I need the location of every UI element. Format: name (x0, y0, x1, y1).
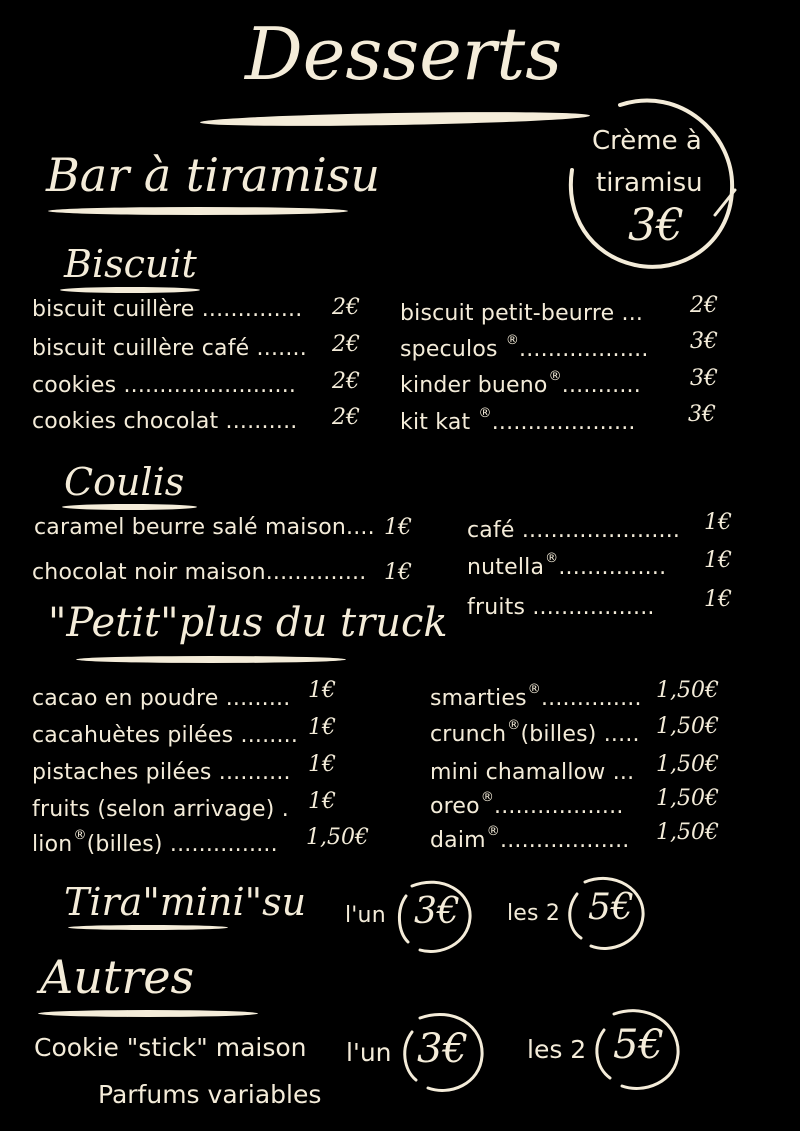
item-dots: ........... (561, 373, 641, 398)
list-item: biscuit cuillère café ....... (32, 336, 307, 361)
item-price: 1,50€ (656, 678, 719, 703)
item-name: cacao en poudre ......... (32, 686, 291, 711)
section-title-petit-plus: "Petit"plus du truck (48, 600, 448, 646)
autres-two-label: les 2 (527, 1035, 587, 1064)
autres-item: Cookie "stick" maison (34, 1033, 307, 1062)
autres-underline (38, 1010, 258, 1017)
item-price: 2€ (332, 295, 360, 320)
list-item (430, 824, 629, 853)
list-item (467, 514, 681, 543)
registered-mark: ® (548, 369, 562, 384)
list-item: cookies chocolat .......... (32, 409, 298, 434)
registered-mark: ® (478, 406, 492, 421)
petit-plus-underline (76, 656, 346, 663)
item-price: 1€ (308, 789, 336, 814)
subsection-title-coulis: Coulis (64, 460, 185, 504)
item-name: lion (32, 832, 73, 857)
registered-mark: ® (505, 333, 520, 348)
item-name: pistaches pilées .......... (32, 760, 291, 785)
page-title: Desserts (245, 12, 563, 96)
registered-mark: ® (480, 790, 495, 805)
section-title-tiramini: Tira"mini"su (64, 880, 307, 924)
item-price: 3€ (690, 329, 718, 354)
item-name: cacahuètes pilées ........ (32, 723, 299, 748)
list-item (430, 718, 640, 747)
item-price: 3€ (690, 366, 718, 391)
list-item (467, 591, 656, 620)
item-price: 1€ (384, 515, 412, 540)
item-price: 1,50€ (656, 752, 719, 777)
item-name: nutella (467, 555, 545, 580)
registered-mark: ® (507, 718, 521, 733)
bar-underline (48, 207, 348, 215)
item-name: kinder bueno (400, 373, 548, 398)
item-dots: (billes) ............... (86, 832, 278, 857)
item-name: crunch (430, 722, 507, 747)
item-name: biscuit petit-beurre ... (400, 301, 644, 326)
item-price: 1,50€ (306, 825, 369, 850)
item-name: smarties (430, 686, 527, 711)
item-dots: .................. (500, 828, 630, 853)
list-item (400, 333, 649, 362)
badge-line2: tiramisu (596, 168, 703, 198)
autres-one-price: 3€ (417, 1026, 468, 1072)
item-name: café ...................... (467, 518, 681, 543)
item-name: speculos (400, 337, 505, 362)
title-underline (200, 110, 590, 129)
autres-one-label: l'un (346, 1038, 392, 1067)
item-price: 1,50€ (656, 820, 719, 845)
list-item (400, 297, 644, 326)
item-dots: ............... (558, 555, 667, 580)
item-price: 1,50€ (656, 786, 719, 811)
tiramini-one-price: 3€ (414, 891, 460, 932)
item-price: 3€ (688, 402, 716, 427)
list-item (430, 790, 624, 819)
item-name: mini chamallow ... (430, 760, 635, 785)
autres-two-price: 5€ (613, 1022, 664, 1068)
item-dots: .............. (540, 686, 642, 711)
item-price: 1€ (384, 560, 412, 585)
item-price: 2€ (332, 332, 360, 357)
list-item (32, 682, 291, 711)
list-item (32, 793, 290, 822)
list-item (32, 719, 299, 748)
item-name: fruits ................. (467, 595, 655, 620)
section-title-bar: Bar à tiramisu (46, 148, 381, 202)
list-item (32, 756, 292, 785)
item-price: 1€ (308, 715, 336, 740)
list-item: caramel beurre salé maison.... (34, 515, 375, 540)
list-item (400, 369, 641, 398)
item-name: oreo (430, 794, 480, 819)
registered-mark: ® (486, 824, 500, 839)
list-item (32, 828, 278, 857)
list-item (430, 756, 635, 785)
registered-mark: ® (527, 682, 541, 697)
badge-line1: Crème à (592, 126, 702, 156)
item-price: 1€ (704, 510, 732, 535)
item-dots: (billes) ..... (520, 722, 640, 747)
list-item: biscuit cuillère .............. (32, 297, 303, 322)
item-price: 1,50€ (656, 714, 719, 739)
list-item (467, 551, 666, 580)
item-price: 1€ (308, 678, 336, 703)
tiramini-underline (68, 925, 228, 930)
item-dots: .................... (491, 410, 636, 435)
tiramini-one-label: l'un (345, 903, 386, 928)
item-dots: .................. (519, 337, 649, 362)
autres-subtitle: Parfums variables (98, 1080, 322, 1109)
item-name: daim (430, 828, 486, 853)
item-price: 1€ (704, 548, 732, 573)
list-item: chocolat noir maison.............. (32, 560, 367, 585)
registered-mark: ® (545, 551, 559, 566)
item-price: 1€ (704, 587, 732, 612)
tiramini-two-label: les 2 (507, 901, 561, 926)
subsection-title-biscuit: Biscuit (64, 242, 197, 286)
badge-price: 3€ (628, 200, 684, 251)
item-name: kit kat (400, 410, 478, 435)
coulis-underline (62, 504, 197, 510)
item-price: 2€ (332, 405, 360, 430)
list-item (430, 682, 642, 711)
biscuit-underline (60, 287, 200, 293)
tiramini-two-price: 5€ (588, 887, 634, 928)
item-price: 2€ (332, 369, 360, 394)
item-price: 1€ (308, 752, 336, 777)
registered-mark: ® (73, 828, 87, 843)
item-price: 2€ (690, 293, 718, 318)
item-dots: .................. (494, 794, 624, 819)
section-title-autres: Autres (40, 950, 195, 1004)
list-item: cookies ........................ (32, 373, 297, 398)
item-name: fruits (selon arrivage) . (32, 797, 289, 822)
list-item (400, 406, 636, 435)
